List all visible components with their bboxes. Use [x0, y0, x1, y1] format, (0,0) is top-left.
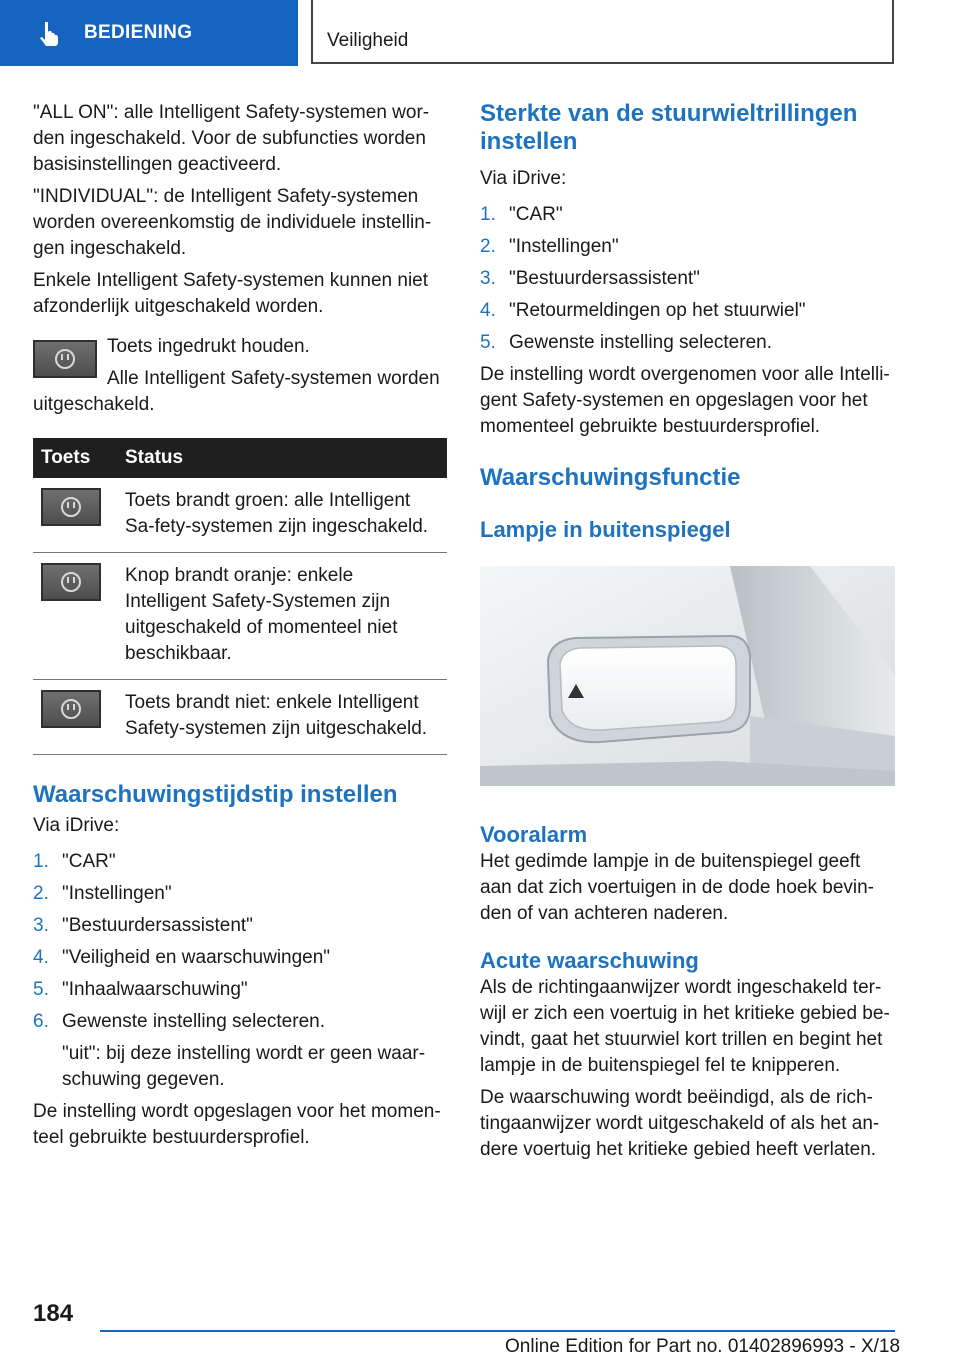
heading-mirror-lamp: Lampje in buitenspiegel	[480, 517, 731, 542]
list-item: 1. "CAR"	[480, 204, 563, 225]
list-item: 4. "Retourmeldingen op het stuurwiel"	[480, 300, 806, 321]
heading-pre-alarm: Vooralarm	[480, 822, 588, 847]
after-steps-text: De instelling wordt overgenomen voor alle Intelli-gent Safety-systemen en opgeslagen voor het momenteel gebruikte bestuurdersprofiel.	[480, 364, 890, 437]
list-item: 2. "Instellingen"	[33, 883, 172, 904]
status-text: Toets brandt niet: enkele Intelligent Safety-systemen zijn uitgeschakeld.	[117, 680, 447, 755]
left-column	[33, 100, 447, 1157]
section-tab	[0, 0, 298, 66]
table-row	[33, 478, 447, 553]
status-text: Toets brandt groen: alle Intelligent Sa-fety-systemen zijn ingeschakeld.	[117, 478, 447, 553]
list-item: 5. Gewenste instelling selecteren.	[480, 332, 772, 353]
section-title: BEDIENING	[84, 22, 193, 43]
pre-alarm-text: Het gedimde lampje in de buitenspiegel geeft aan dat zich voertuigen in de dode hoek bevin-den of van achteren naderen.	[480, 851, 874, 924]
steps-list	[480, 202, 895, 356]
button-press-instruction	[33, 334, 447, 418]
safety-button-icon	[33, 340, 97, 378]
safety-button-icon	[41, 563, 101, 601]
page-number: 184	[33, 1300, 74, 1327]
press-text: Toets ingedrukt houden.	[107, 336, 310, 357]
right-column	[480, 100, 895, 1169]
list-item: 2. "Instellingen"	[480, 236, 619, 257]
footer-divider	[100, 1330, 895, 1332]
table-row	[33, 553, 447, 680]
via-idrive: Via iDrive:	[480, 168, 567, 189]
list-item: 1. "CAR"	[33, 851, 116, 872]
press-result-text: Alle Intelligent Safety-systemen worden uitgeschakeld.	[33, 368, 440, 415]
hand-pointer-icon	[36, 20, 62, 46]
list-item: 4. "Veiligheid en waarschuwingen"	[33, 947, 331, 968]
list-item: 6. Gewenste instelling selecteren.	[33, 1011, 325, 1032]
table-row	[33, 680, 447, 755]
status-table	[33, 438, 447, 755]
page-header	[0, 0, 960, 66]
heading-warning-function: Waarschuwingsfunctie	[480, 464, 741, 491]
acute-text-1: Als de richtingaanwijzer wordt ingeschakeld ter-wijl er zich een voertuig in het kritieke gebied be-vindt, gaat het stuurwiel kort trillen en begint het lampje in de buitenspiegel fel te knipperen.	[480, 977, 890, 1076]
side-mirror-image	[480, 566, 895, 786]
list-item: 3. "Bestuurdersassistent"	[33, 915, 253, 936]
paragraph-some-systems: Enkele Intelligent Safety-systemen kunnen niet afzonderlijk uitgeschakeld worden.	[33, 270, 429, 317]
paragraph-all-on: "ALL ON": alle Intelligent Safety-systemen wor-den ingeschakeld. Voor de subfuncties worden basisinstellingen geactiveerd.	[33, 102, 430, 175]
edition-text: Online Edition for Part no. 01402896993 - X/18	[505, 1336, 901, 1357]
list-item: 5. "Inhaalwaarschuwing"	[33, 979, 248, 1000]
list-item: 3. "Bestuurdersassistent"	[480, 268, 700, 289]
via-idrive: Via iDrive:	[33, 815, 120, 836]
safety-button-icon	[41, 690, 101, 728]
paragraph-individual: "INDIVIDUAL": de Intelligent Safety-systemen worden overeenkomstig de individuele instellin-gen ingeschakeld.	[33, 186, 432, 259]
closing-text: De instelling wordt opgeslagen voor het momen-teel gebruikte bestuurdersprofiel.	[33, 1101, 441, 1148]
heading-acute-warning: Acute waarschuwing	[480, 948, 699, 973]
acute-text-2: De waarschuwing wordt beëindigd, als de rich-tingaanwijzer wordt uitgeschakeld of als het an-dere voertuig het kritieke gebied heeft verlaten.	[480, 1087, 880, 1160]
safety-button-icon	[41, 488, 101, 526]
status-text: Knop brandt oranje: enkele Intelligent Safety-Systemen zijn uitgeschakeld of momenteel niet beschikbaar.	[117, 553, 447, 680]
step-note: "uit": bij deze instelling wordt er geen waar-schuwing gegeven.	[62, 1043, 426, 1090]
subsection-title: Veiligheid	[327, 30, 409, 51]
subsection-box	[311, 0, 894, 64]
table-header-status: Status	[117, 438, 447, 478]
heading-warning-timing: Waarschuwingstijdstip instellen	[33, 781, 398, 808]
steps-list	[33, 849, 447, 1035]
table-header-key: Toets	[33, 438, 117, 478]
heading-vibration-strength: Sterkte van de stuurwieltrillingen instellen	[480, 100, 858, 155]
